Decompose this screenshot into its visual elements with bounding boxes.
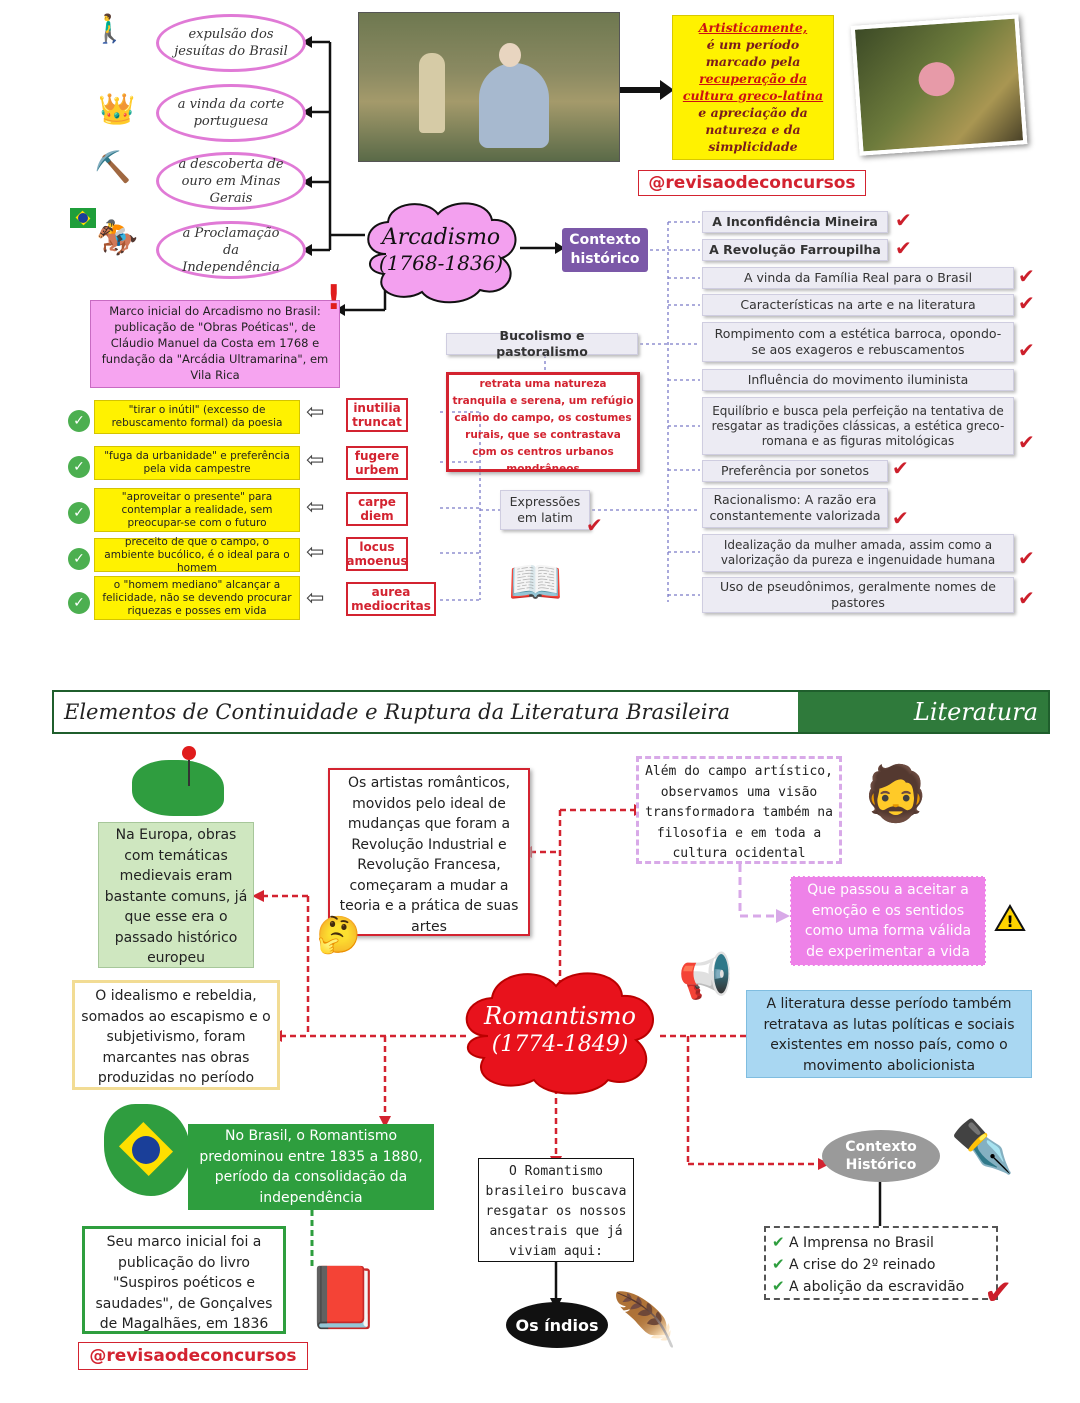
resgatar-box [478,1158,634,1262]
latin-meaning-2 [94,446,300,480]
oval-corte [156,84,306,142]
arcadismo-dates: (1768-1836) [378,251,504,275]
contexto-item-2-text: A crise do 2º reinado [789,1257,936,1273]
philosopher-icon: 🧔 [862,762,930,825]
oval-expulsao [156,14,306,72]
green-check-icon: ✓ [68,456,90,478]
latin-meaning-3 [94,488,300,532]
os-indios-text: Os índios [515,1315,599,1335]
context-item-4-text: Características na arte e na literatura [740,297,976,312]
contexto-item-3-text: A abolição da escravidão [789,1279,965,1295]
handle-bottom[interactable] [78,1342,308,1370]
context-item-4 [702,294,1014,316]
context-item-7-text: Equilíbrio e busca pela perfeição na tentativa de resgatar as tradições clássicas, a estética greco-romana e as figuras mitológicas [711,403,1005,448]
protest-crowd-icon: 📢 [678,951,733,1002]
oval-ouro-text: a descoberta de ouro em Minas Gerais [178,156,284,206]
filosofia-text: Além do campo artístico, observamos uma visão transformadora também na filosofia e em toda a cultura ocidental [645,764,833,861]
europa-box [98,822,254,968]
latin-term-4-text: locus amoenus [346,540,408,568]
handle-top-text: @revisaodeconcursos [648,173,856,193]
context-item-2 [702,239,888,261]
check-icon: ✔ [892,506,909,530]
oval-proclamacao-text: a Proclamação da Independência [182,225,280,275]
context-item-8 [702,460,888,482]
green-check-icon: ✓ [68,548,90,570]
emocao-box [790,876,986,966]
brasil-box [188,1124,434,1210]
latin-term-3 [346,492,408,526]
context-item-3 [702,267,1014,289]
latin-term-4 [346,537,408,571]
marco-inicial-arcadismo [90,300,340,388]
lutas-box [746,990,1032,1078]
thinking-face-icon: 🤔 [316,915,361,956]
marco-inicial-arcadismo-text: Marco inicial do Arcadismo no Brasil: publicação de "Obras Poéticas", de Cláudio Manuel da Costa em 1768 e fundação da "Arcádia Ultramarina", em Vila Rica [101,304,329,382]
artistic-line-1: Artisticamente, [698,20,808,35]
marco-romantismo-box [82,1226,286,1334]
arrow-left-icon: ⇦ [306,495,325,520]
oval-expulsao-text: expulsão dos jesuítas do Brasil [174,27,288,59]
arcadismo-title-block [362,214,520,286]
arrow-left-icon: ⇦ [306,540,325,565]
context-item-1-text: A Inconfidência Mineira [712,214,878,229]
check-icon: ✔ [1018,546,1035,570]
warning-icon [994,904,1026,932]
check-icon: ✔ [1018,264,1035,288]
check-icon: ✔ [984,1273,1013,1313]
latin-term-2 [346,446,408,480]
latin-term-2-text: fugere urbem [354,449,400,477]
expressoes-latim-text: Expressões em latim [509,494,581,525]
swing-painting [851,14,1028,155]
crown-icon: 👑 [98,92,136,127]
context-item-2-text: A Revolução Farroupilha [709,242,881,257]
context-item-9 [702,488,888,528]
latin-meaning-4-text: preceito de que o campo, o ambiente bucólico, é o ideal para o homem [104,535,290,574]
romantismo-dates: (1774-1849) [491,1032,629,1057]
latin-term-5 [346,582,436,616]
bucolismo-description [446,372,640,475]
handle-bottom-text: @revisaodeconcursos [89,1346,297,1366]
artistic-line-4: recuperação da [699,71,807,86]
context-item-11 [702,577,1014,613]
check-icon: ✔ [586,513,603,537]
bucolismo-description-text: retrata uma natureza tranquila e serena, um refúgio calmo do campo, os costumes rurais, que se contrastava com os centros urbanos mondrâneos [452,378,634,475]
context-item-8-text: Preferência por sonetos [721,463,869,478]
context-item-6 [702,369,1014,391]
gold-cart-icon: ⛏️ [94,150,132,185]
artistic-line-5: cultura greco-latina [682,88,824,103]
check-icon: ✔ [1018,291,1035,315]
latin-term-1 [346,398,408,432]
green-check-icon: ✓ [68,592,90,614]
green-check-icon: ✔ [772,1233,785,1251]
contexto-historico-node [562,228,648,272]
context-item-6-text: Influência do movimento iluminista [747,372,969,387]
handle-top[interactable] [638,170,866,196]
artistic-line-8: simplicidade [708,139,798,154]
indigenous-headdress-icon: 🪶 [612,1291,677,1351]
emocao-text: Que passou a aceitar a emoção e os sentidos como uma forma válida de experimentar a vida [804,882,972,960]
contexto-item-1 [772,1232,990,1254]
context-item-10-text: Idealização da mulher amada, assim como a valorização da pureza e ingenuidade humana [720,538,996,567]
horse-rider-icon: 🏇 [96,218,139,258]
context-item-3-text: A vinda da Família Real para o Brasil [743,270,973,285]
latin-meaning-5 [94,576,300,620]
arcadismo-title: Arcadismo [381,225,501,250]
idealismo-box [72,980,280,1090]
contexto-item-1-text: A Imprensa no Brasil [789,1235,934,1251]
resgatar-text: O Romantismo brasileiro buscava resgatar os nossos ancestrais que já viviam aqui: [485,1164,627,1259]
check-icon: ✔ [895,236,912,260]
latin-meaning-2-text: "fuga da urbanidade" e preferência pela vida campestre [104,450,290,475]
banner-literatura-label: Literatura [798,692,1048,732]
banner-title: Elementos de Continuidade e Ruptura da Literatura Brasileira [64,700,730,724]
oval-corte-text: a vinda da corte portuguesa [177,97,285,129]
contexto-item-2 [772,1254,990,1276]
bucolismo-label [446,328,638,359]
green-check-icon: ✔ [772,1255,785,1273]
contexto-item-3 [772,1276,990,1298]
context-item-11-text: Uso de pseudônimos, geralmente nomes de pastores [719,579,996,610]
contexto-historico-text: Contexto histórico [569,232,641,267]
europe-map-icon [132,760,224,816]
os-indios-node [506,1302,608,1348]
romanticos-text: Os artistas românticos, movidos pelo ideal de mudanças que foram a Revolução Industrial e Revolução Francesa, começaram a mudar a teoria e a prática de suas artes [339,775,519,935]
expressoes-latim-label [500,490,590,530]
oval-proclamacao [156,221,306,279]
romantismo-title: Romantismo [484,1002,636,1030]
arcadian-painting [358,12,620,162]
marco-romantismo-text: Seu marco inicial foi a publicação do livro "Suspiros poéticos e saudades", de Gonçalves de Magalhães, em 1836 [95,1234,273,1332]
latin-meaning-3-text: "aproveitar o presente" para contemplar a realidade, sem preocupar-se com o futuro [121,490,273,529]
artistic-definition-box [672,15,834,160]
book-quill-icon: 📖 [508,557,563,608]
latin-meaning-4 [94,535,300,574]
artistic-line-2: é um período [706,37,800,52]
bucolismo-label-text: Bucolismo e pastoralismo [496,328,588,359]
check-icon: ✔ [895,208,912,232]
svg-text:!: ! [1006,912,1014,931]
lutas-text: A literatura desse período também retratava as lutas políticas e sociais existentes em nosso país, como o movimento abolicionista [763,996,1015,1074]
check-icon: ✔ [892,456,909,480]
literatura-banner [52,690,1050,734]
fountain-pen-icon: ✒️ [950,1117,1015,1177]
brasil-text: No Brasil, o Romantismo predominou entre 1835 a 1880, período da consolidação da independência [199,1128,423,1206]
latin-meaning-1 [94,400,300,434]
context-item-9-text: Racionalismo: A razão era constantemente valorizada [709,492,881,523]
check-icon: ✔ [1018,430,1035,454]
arrow-left-icon: ⇦ [306,586,325,611]
context-item-7 [702,397,1014,455]
context-item-5-text: Rompimento com a estética barroca, opondo-se aos exageros e rebuscamentos [714,326,1002,357]
contexto-list-box [764,1226,998,1300]
green-check-icon: ✓ [68,410,90,432]
brazil-flag-icon [70,208,96,228]
context-item-10 [702,534,1014,572]
green-check-icon: ✓ [68,502,90,524]
expulsion-people-icon: 🚶‍♂️ [92,12,127,45]
idealismo-text: O idealismo e rebeldia, somados ao escapismo e o subjetivismo, foram marcantes nas obras produzidas no período [81,988,271,1086]
exclamation-icon: ! [326,278,342,318]
arrow-left-icon: ⇦ [306,448,325,473]
contexto-historico-bottom-text: Contexto Histórico [845,1139,917,1173]
latin-meaning-1-text: "tirar o inútil" (excesso de rebuscamento formal) da poesia [111,404,283,429]
latin-term-5-text: aurea mediocritas [351,585,431,613]
artistic-line-6: e apreciação da [698,105,808,120]
romanticos-box [328,768,530,936]
contexto-historico-bottom [822,1130,940,1182]
latin-term-3-text: carpe diem [358,495,396,523]
romantismo-title-block [460,990,660,1070]
artistic-line-3: marcado pela [705,54,801,69]
filosofia-box [636,756,842,864]
arrow-left-icon: ⇦ [306,400,325,425]
open-book-icon: 📕 [306,1263,381,1333]
context-item-5 [702,322,1014,362]
check-icon: ✔ [1018,338,1035,362]
latin-meaning-5-text: o "homem mediano" alcançar a felicidade, não se devendo procurar riquezas e posses em vida [102,578,292,617]
green-check-icon: ✔ [772,1277,785,1295]
context-item-1 [702,211,888,233]
europa-text: Na Europa, obras com temáticas medievais eram bastante comuns, já que esse era o passado histórico europeu [104,827,248,966]
oval-ouro [156,152,306,210]
check-icon: ✔ [1018,586,1035,610]
artistic-line-7: natureza e da [705,122,801,137]
latin-term-1-text: inutilia truncat [352,401,402,429]
